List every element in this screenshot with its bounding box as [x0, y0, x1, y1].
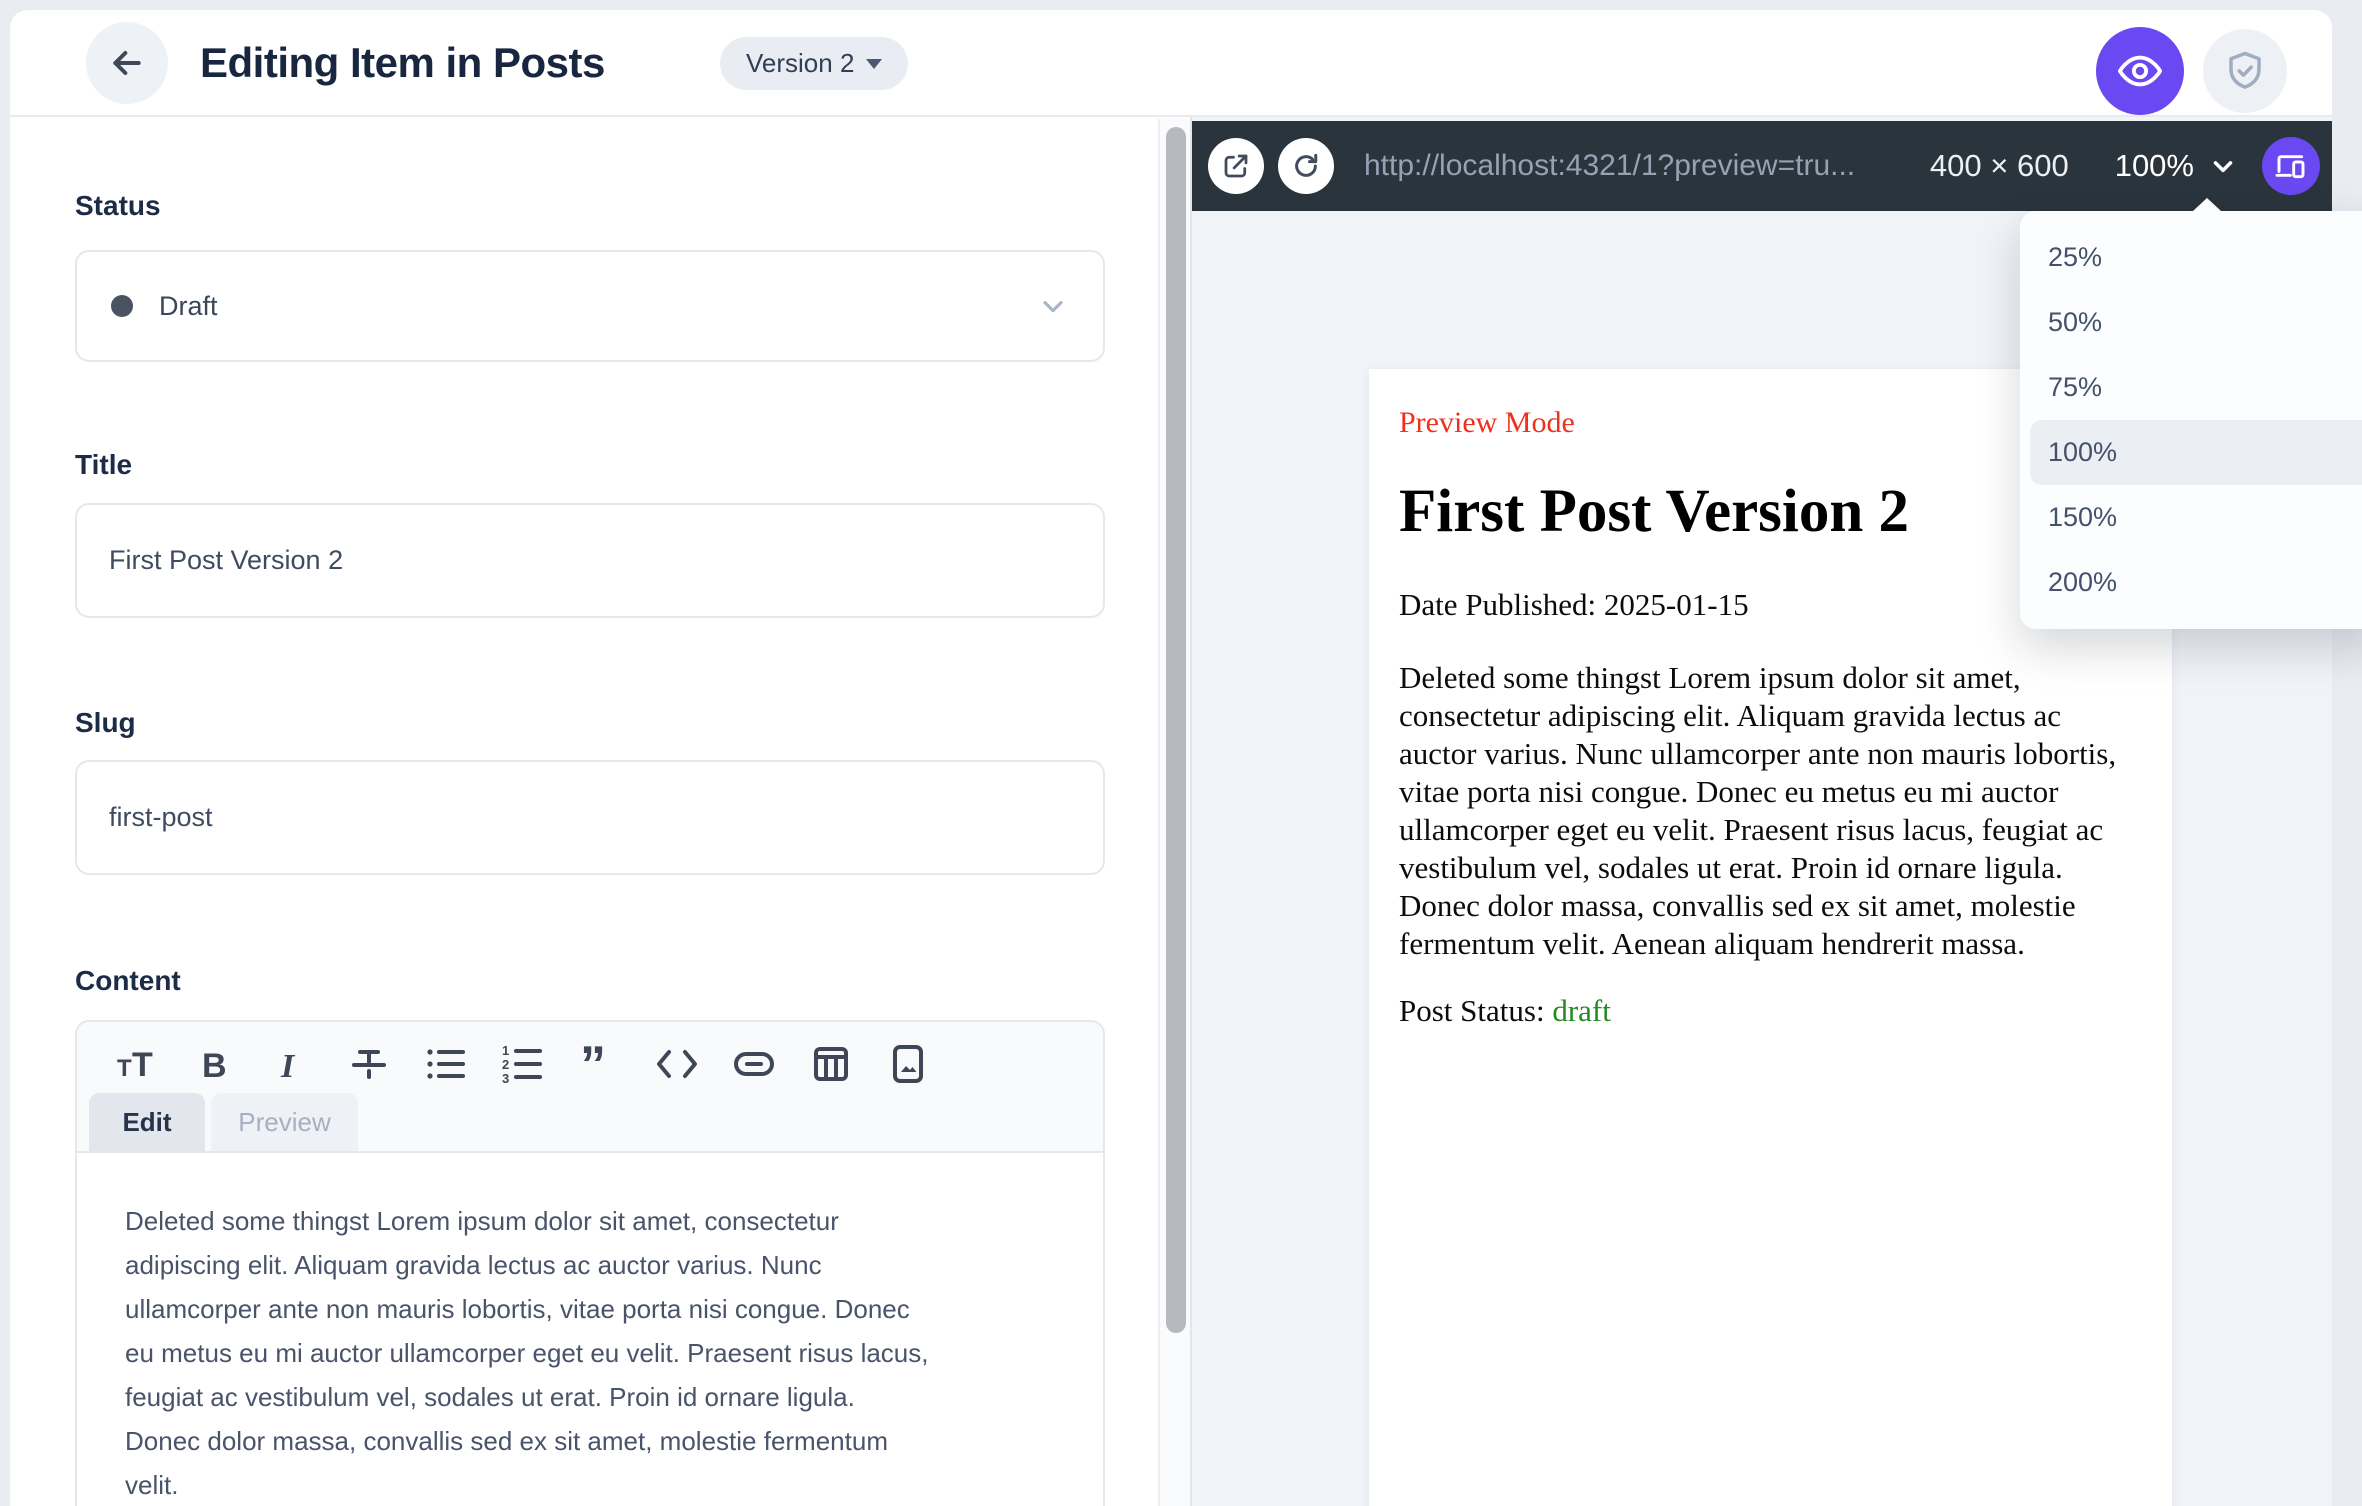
blockquote-icon[interactable]	[561, 1032, 638, 1096]
svg-text:B: B	[201, 1047, 227, 1082]
slug-label: Slug	[75, 707, 136, 738]
zoom-level-value: 100%	[2114, 148, 2194, 183]
content-label: Content	[75, 965, 181, 996]
preview-status-label: Post Status:	[1399, 993, 1545, 1028]
bullet-list-icon[interactable]	[407, 1032, 484, 1096]
tab-preview[interactable]: Preview	[211, 1093, 358, 1151]
zoom-option-75[interactable]: 75%	[2048, 372, 2103, 402]
preview-mode-badge: Preview Mode	[1399, 406, 1575, 439]
eye-icon	[2117, 48, 2163, 94]
tab-edit[interactable]: Edit	[89, 1093, 205, 1151]
preview-post-status	[1399, 993, 2142, 1029]
preview-toggle-button[interactable]	[2096, 27, 2184, 115]
devices-icon	[2275, 150, 2307, 182]
table-icon[interactable]	[792, 1032, 869, 1096]
refresh-icon	[1291, 151, 1321, 181]
content-textarea[interactable]: Deleted some thingst Lorem ipsum dolor sit amet, consectetur adipiscing elit. Aliquam gravida lectus ac auctor varius. Nunc ullamcorper ante non mauris lobortis, vitae porta nisi congue. Donec eu metus eu mi auctor ullamcorper eget eu velit. Praesent risus lacus, feugiat ac vestibulum vel, sodales ut erat. Proin id ornare ligula. Donec dolor massa, convallis sed ex sit amet, molestie fermentum velit.	[125, 1206, 929, 1500]
open-external-button[interactable]	[1208, 138, 1264, 194]
preview-post-body: Deleted some thingst Lorem ipsum dolor sit amet, consectetur adipiscing elit. Aliquam gravida lectus ac auctor varius. Nunc ullamcorper ante non mauris lobortis, vitae porta nisi congue. Donec eu metus eu mi auctor ullamcorper eget eu velit. Praesent risus lacus, feugiat ac vestibulum vel, sodales ut erat. Proin id ornare ligula. Donec dolor massa, convallis sed ex sit amet, molestie fermentum velit. Aenean aliquam hendrerit massa.	[1399, 660, 2117, 961]
zoom-option-150[interactable]: 150%	[2048, 502, 2118, 532]
back-button[interactable]	[86, 22, 168, 104]
zoom-level-dropdown[interactable]	[2115, 148, 2238, 184]
preview-date-line: Date Published: 2025-01-15	[1399, 587, 1749, 622]
zoom-option-25[interactable]: 25%	[2048, 242, 2103, 272]
device-size-button[interactable]	[2262, 137, 2320, 195]
ordered-list-icon[interactable]	[484, 1032, 561, 1096]
validate-button[interactable]	[2203, 29, 2287, 113]
title-input[interactable]	[75, 503, 1105, 618]
page-title: Editing Item in Posts	[200, 38, 605, 86]
refresh-button[interactable]	[1278, 138, 1334, 194]
zoom-option-50[interactable]: 50%	[2048, 307, 2103, 337]
image-icon[interactable]	[869, 1032, 946, 1096]
zoom-option-100[interactable]: 100%	[2030, 420, 2362, 485]
status-label: Status	[75, 190, 161, 221]
app-card	[10, 10, 2332, 1506]
editor-tabs	[89, 1093, 358, 1151]
preview-status-value: draft	[1552, 993, 1611, 1028]
chevron-down-icon	[1037, 290, 1069, 322]
rich-text-editor	[75, 1020, 1105, 1506]
svg-text:T: T	[116, 1055, 132, 1082]
status-select[interactable]	[75, 250, 1105, 362]
code-icon[interactable]	[638, 1032, 715, 1096]
form-scrollbar-thumb[interactable]	[1166, 127, 1186, 1333]
editor-toolbar	[99, 1032, 946, 1096]
version-dropdown[interactable]	[720, 37, 908, 90]
status-dot-icon	[111, 295, 133, 317]
arrow-left-icon	[107, 43, 147, 83]
svg-text:3: 3	[501, 1071, 509, 1085]
svg-text:2: 2	[501, 1057, 509, 1072]
caret-down-icon	[866, 59, 882, 69]
strikethrough-icon[interactable]	[330, 1032, 407, 1096]
italic-icon[interactable]	[253, 1032, 330, 1096]
header	[10, 10, 2332, 117]
zoom-options-menu	[2020, 211, 2362, 629]
title-label: Title	[75, 449, 133, 480]
edit-form-panel	[10, 119, 1158, 1506]
svg-text:”: ”	[579, 1044, 606, 1084]
version-label: Version 2	[746, 48, 855, 78]
bold-icon[interactable]	[176, 1032, 253, 1096]
chevron-down-icon	[2208, 151, 2238, 181]
preview-url-input[interactable]: http://localhost:4321/1?preview=tru...	[1364, 149, 1856, 182]
svg-text:I: I	[280, 1048, 294, 1082]
shield-check-icon	[2224, 50, 2266, 92]
status-value: Draft	[159, 290, 218, 321]
toolbar-right-group	[1930, 137, 2320, 195]
preview-post-title: First Post Version 2	[1399, 478, 1910, 545]
svg-text:1: 1	[501, 1043, 509, 1058]
heading-icon[interactable]	[99, 1032, 176, 1096]
form-scrollbar-track[interactable]	[1158, 119, 1190, 1506]
preview-toolbar	[1192, 121, 2332, 211]
slug-input[interactable]	[75, 760, 1105, 875]
zoom-option-200[interactable]: 200%	[2048, 567, 2118, 597]
svg-text:T: T	[131, 1046, 153, 1082]
viewport-size-label: 400 × 600	[1929, 148, 2069, 183]
open-external-icon	[1221, 151, 1251, 181]
link-icon[interactable]	[715, 1032, 792, 1096]
editor-header	[77, 1022, 1103, 1153]
